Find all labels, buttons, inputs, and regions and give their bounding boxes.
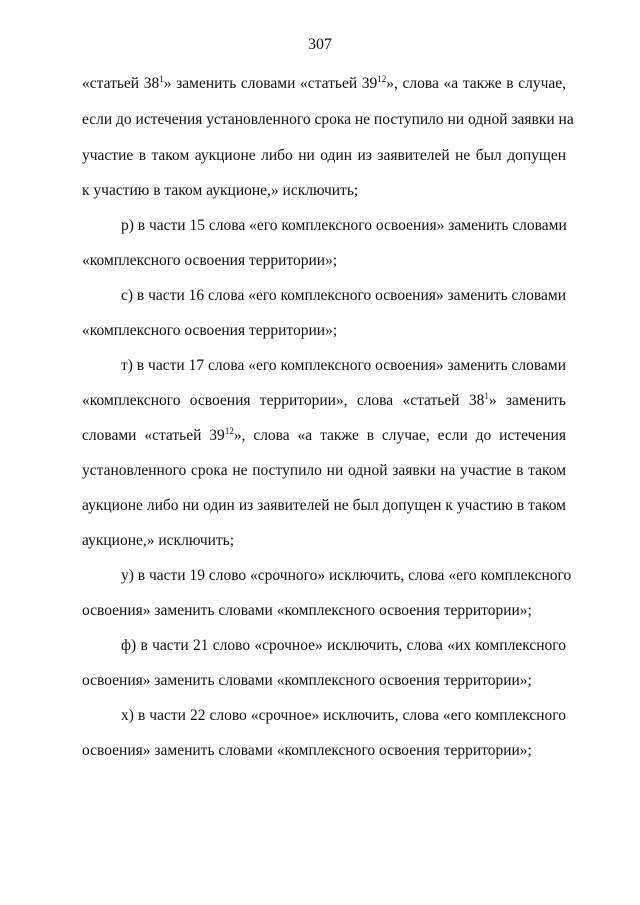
text-line: участие в таком аукционе либо ни один из заявителей не был допущен xyxy=(82,147,566,164)
text-line: т) в части 17 слова «его комплексного освоения» заменить словами xyxy=(121,357,566,374)
text-fragment: » заменить xyxy=(488,392,567,409)
superscript: 12 xyxy=(224,426,234,436)
text-line: р) в части 15 слова «его комплексного освоения» заменить словами xyxy=(121,217,567,234)
text-line: у) в части 19 слово «срочного» исключить, слова «его комплексного xyxy=(121,567,572,584)
text-line: освоения» заменить словами «комплексного освоения территории»; xyxy=(82,672,532,689)
page-number: 307 xyxy=(308,36,332,53)
superscript: 1 xyxy=(159,74,164,84)
text-fragment: «комплексного освоения территории», слова «статьей 38 xyxy=(82,392,485,409)
text-line xyxy=(82,392,566,410)
text-line: аукционе,» исключить; xyxy=(82,532,235,549)
text-line: если до истечения установленного срока не поступило ни одной заявки на xyxy=(82,111,574,128)
text-line: аукционе либо ни один из заявителей не был допущен к участию в таком xyxy=(82,497,566,514)
text-fragment: словами «статьей 39 xyxy=(82,427,225,444)
text-fragment: », слова «а также в случае, xyxy=(386,75,567,92)
text-line: с) в части 16 слова «его комплексного освоения» заменить словами xyxy=(121,287,566,304)
text-line: к участию в таком аукционе,» исключить; xyxy=(82,182,359,199)
text-line: х) в части 22 слово «срочное» исключить, слова «его комплексного xyxy=(121,707,566,724)
text-line xyxy=(82,75,566,93)
text-line: установленного срока не поступило ни одной заявки на участие в таком xyxy=(82,462,566,479)
text-fragment: », слова «а также в случае, если до истечения xyxy=(233,427,566,444)
text-line: «комплексного освоения территории»; xyxy=(82,322,338,339)
superscript: 1 xyxy=(484,391,489,401)
text-fragment: «статьей 38 xyxy=(82,75,160,92)
text-line: «комплексного освоения территории»; xyxy=(82,252,338,269)
text-fragment: » заменить словами «статьей 39 xyxy=(163,75,378,92)
text-line xyxy=(82,427,566,445)
text-line: освоения» заменить словами «комплексного освоения территории»; xyxy=(82,602,532,619)
text-line: освоения» заменить словами «комплексного освоения территории»; xyxy=(82,742,532,759)
superscript: 12 xyxy=(377,74,387,84)
text-line: ф) в части 21 слово «срочное» исключить, слова «их комплексного xyxy=(121,637,566,654)
